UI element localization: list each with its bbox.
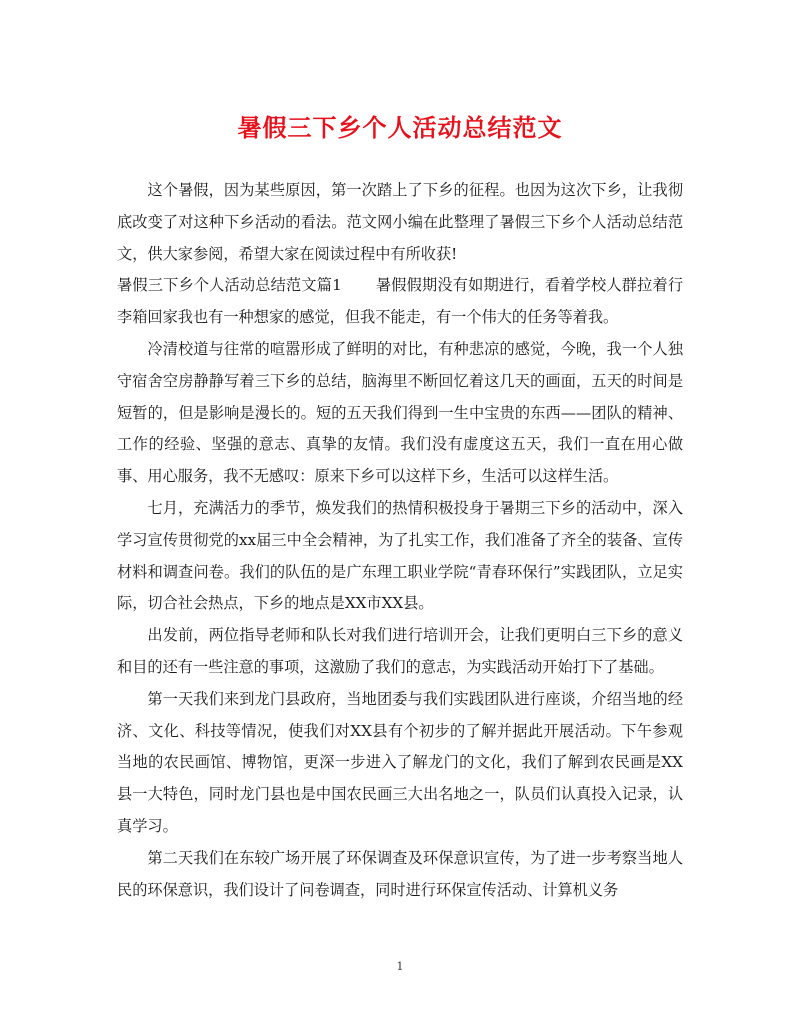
body-paragraph: 冷清校道与往常的喧嚣形成了鲜明的对比，有种悲凉的感觉，今晚，我一个人独守宿舍空房静静写着三下乡的总结，脑海里不断回忆着这几天的画面，五天的时间是短暂的，但是影响是漫长的。短的五天我们得到一生中宝贵的东西——团队的精神、工作的经验、坚强的意志、真挚的友情。我们没有虚度这五天，我们一直在用心做事、用心服务，我不无感叹：原来下乡可以这样下乡，生活可以这样生活。 bbox=[117, 339, 683, 486]
section-first-paragraph bbox=[117, 270, 683, 334]
body-paragraph: 第二天我们在东较广场开展了环保调查及环保意识宣传，为了进一步考察当地人民的环保意识，我们设计了问卷调查，同时进行环保宣传活动、计算机义务 bbox=[117, 848, 683, 899]
document-title: 暑假三下乡个人活动总结范文 bbox=[237, 113, 563, 142]
section-first-text: 暑假假期没有如期进行，看着学校人群拉着行李箱回家我也有一种想家的感觉，但我不能走，有一个伟大的任务等着我。 bbox=[117, 276, 684, 327]
page-number: 1 bbox=[396, 960, 404, 973]
body-paragraph: 出发前，两位指导老师和队长对我们进行培训开会，让我们更明白三下乡的意义和目的还有一些注意的事项，这激励了我们的意志，为实践活动开始打下了基础。 bbox=[117, 626, 683, 676]
body-paragraph: 第一天我们来到龙门县政府，当地团委与我们实践团队进行座谈，介绍当地的经济、文化、科技等情况，使我们对XX县有个初步的了解并据此开展活动。下午参观当地的农民画馆、博物馆，更深一步进入了解龙门的文化，我们了解到农民画是XX县一大特色，同时龙门县也是中国农民画三大出名地之一，队员们认真投入记录，认真学习。 bbox=[117, 689, 683, 835]
section-heading: 暑假三下乡个人活动总结范文篇1 bbox=[117, 276, 342, 295]
document-body bbox=[117, 175, 683, 906]
body-paragraph: 七月，充满活力的季节，焕发我们的热情积极投身于暑期三下乡的活动中，深入学习宣传贯彻党的xx届三中全会精神，为了扎实工作，我们准备了齐全的装备、宣传材料和调查问卷。我们的队伍的是广东理工职业学院“青春环保行”实践团队，立足实际，切合社会热点，下乡的地点是XX市XX县。 bbox=[117, 498, 683, 613]
intro-paragraph: 这个暑假，因为某些原因，第一次踏上了下乡的征程。也因为这次下乡，让我彻底改变了对这种下乡活动的看法。范文网小编在此整理了暑假三下乡个人活动总结范文，供大家参阅，希望大家在阅读过程中有所收获! bbox=[117, 181, 683, 263]
